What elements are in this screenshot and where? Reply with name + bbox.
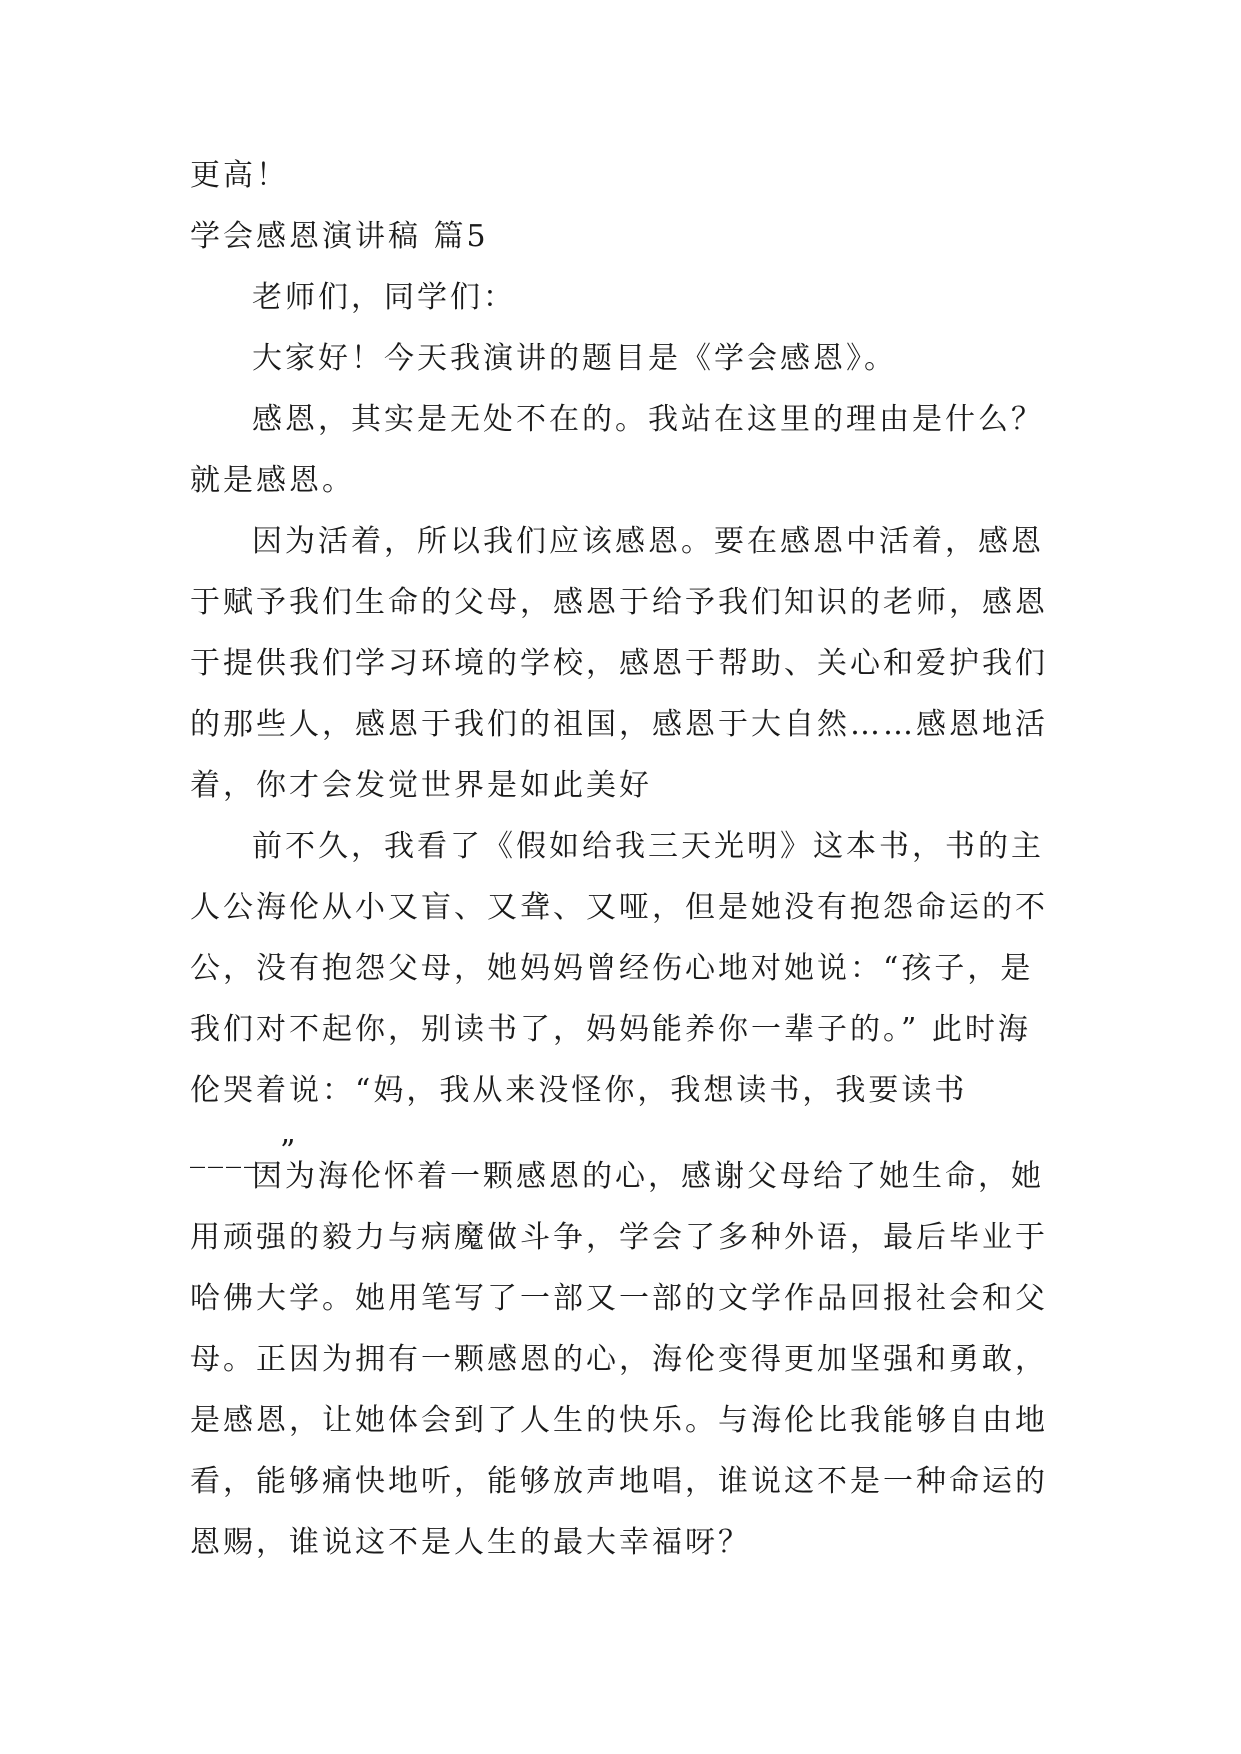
paragraph-line: 公，没有抱怨父母，她妈妈曾经伤心地对她说：“孩子，是: [190, 951, 1034, 986]
paragraph-line: 于提供我们学习环境的学校，感恩于帮助、关心和爱护我们: [190, 646, 1048, 681]
paragraph-line: 前不久，我看了《假如给我三天光明》这本书，书的主: [252, 829, 1044, 864]
paragraph-line: 于赋予我们生命的父母，感恩于给予我们知识的老师，感恩: [190, 585, 1048, 620]
paragraph-line: 看，能够痛快地听，能够放声地唱，谁说这不是一种命运的: [190, 1464, 1048, 1499]
paragraph-greeting: 大家好！今天我演讲的题目是《学会感恩》。: [252, 341, 897, 376]
paragraph-line: 我们对不起你，别读书了，妈妈能养你一辈子的。” 此时海: [190, 1012, 1031, 1047]
paragraph-line: 恩赐，谁说这不是人生的最大幸福呀？: [190, 1525, 751, 1560]
paragraph-line: 因为海伦怀着一颗感恩的心，感谢父母给了她生命，她: [252, 1159, 1044, 1194]
paragraph-line: 人公海伦从小又盲、又聋、又哑，但是她没有抱怨命运的不: [190, 890, 1048, 925]
section-heading: 学会感恩演讲稿 篇5: [190, 219, 489, 254]
paragraph-line: 的那些人，感恩于我们的祖国，感恩于大自然……感恩地活: [190, 707, 1048, 742]
paragraph-line: _____”: [190, 1134, 299, 1169]
paragraph-line: 母。正因为拥有一颗感恩的心，海伦变得更加坚强和勇敢，: [190, 1342, 1048, 1377]
paragraph-line: 感恩，其实是无处不在的。我站在这里的理由是什么？: [252, 402, 1044, 437]
previous-section-tail: 更高！: [190, 158, 289, 193]
paragraph-line: 用顽强的毅力与病魔做斗争，学会了多种外语，最后毕业于: [190, 1220, 1048, 1255]
paragraph-line: 伦哭着说：“妈，我从来没怪你，我想读书，我要读书: [190, 1073, 968, 1108]
paragraph-line: 就是感恩。: [190, 463, 355, 498]
paragraph-line: 因为活着，所以我们应该感恩。要在感恩中活着，感恩: [252, 524, 1044, 559]
paragraph-line: 是感恩，让她体会到了人生的快乐。与海伦比我能够自由地: [190, 1403, 1048, 1438]
document-body: [190, 145, 1050, 1182]
document-body-continued: [190, 1146, 1050, 1573]
salutation: 老师们，同学们：: [252, 280, 516, 315]
paragraph-line: 着，你才会发觉世界是如此美好: [190, 768, 652, 803]
paragraph-line: 哈佛大学。她用笔写了一部又一部的文学作品回报社会和父: [190, 1281, 1048, 1316]
